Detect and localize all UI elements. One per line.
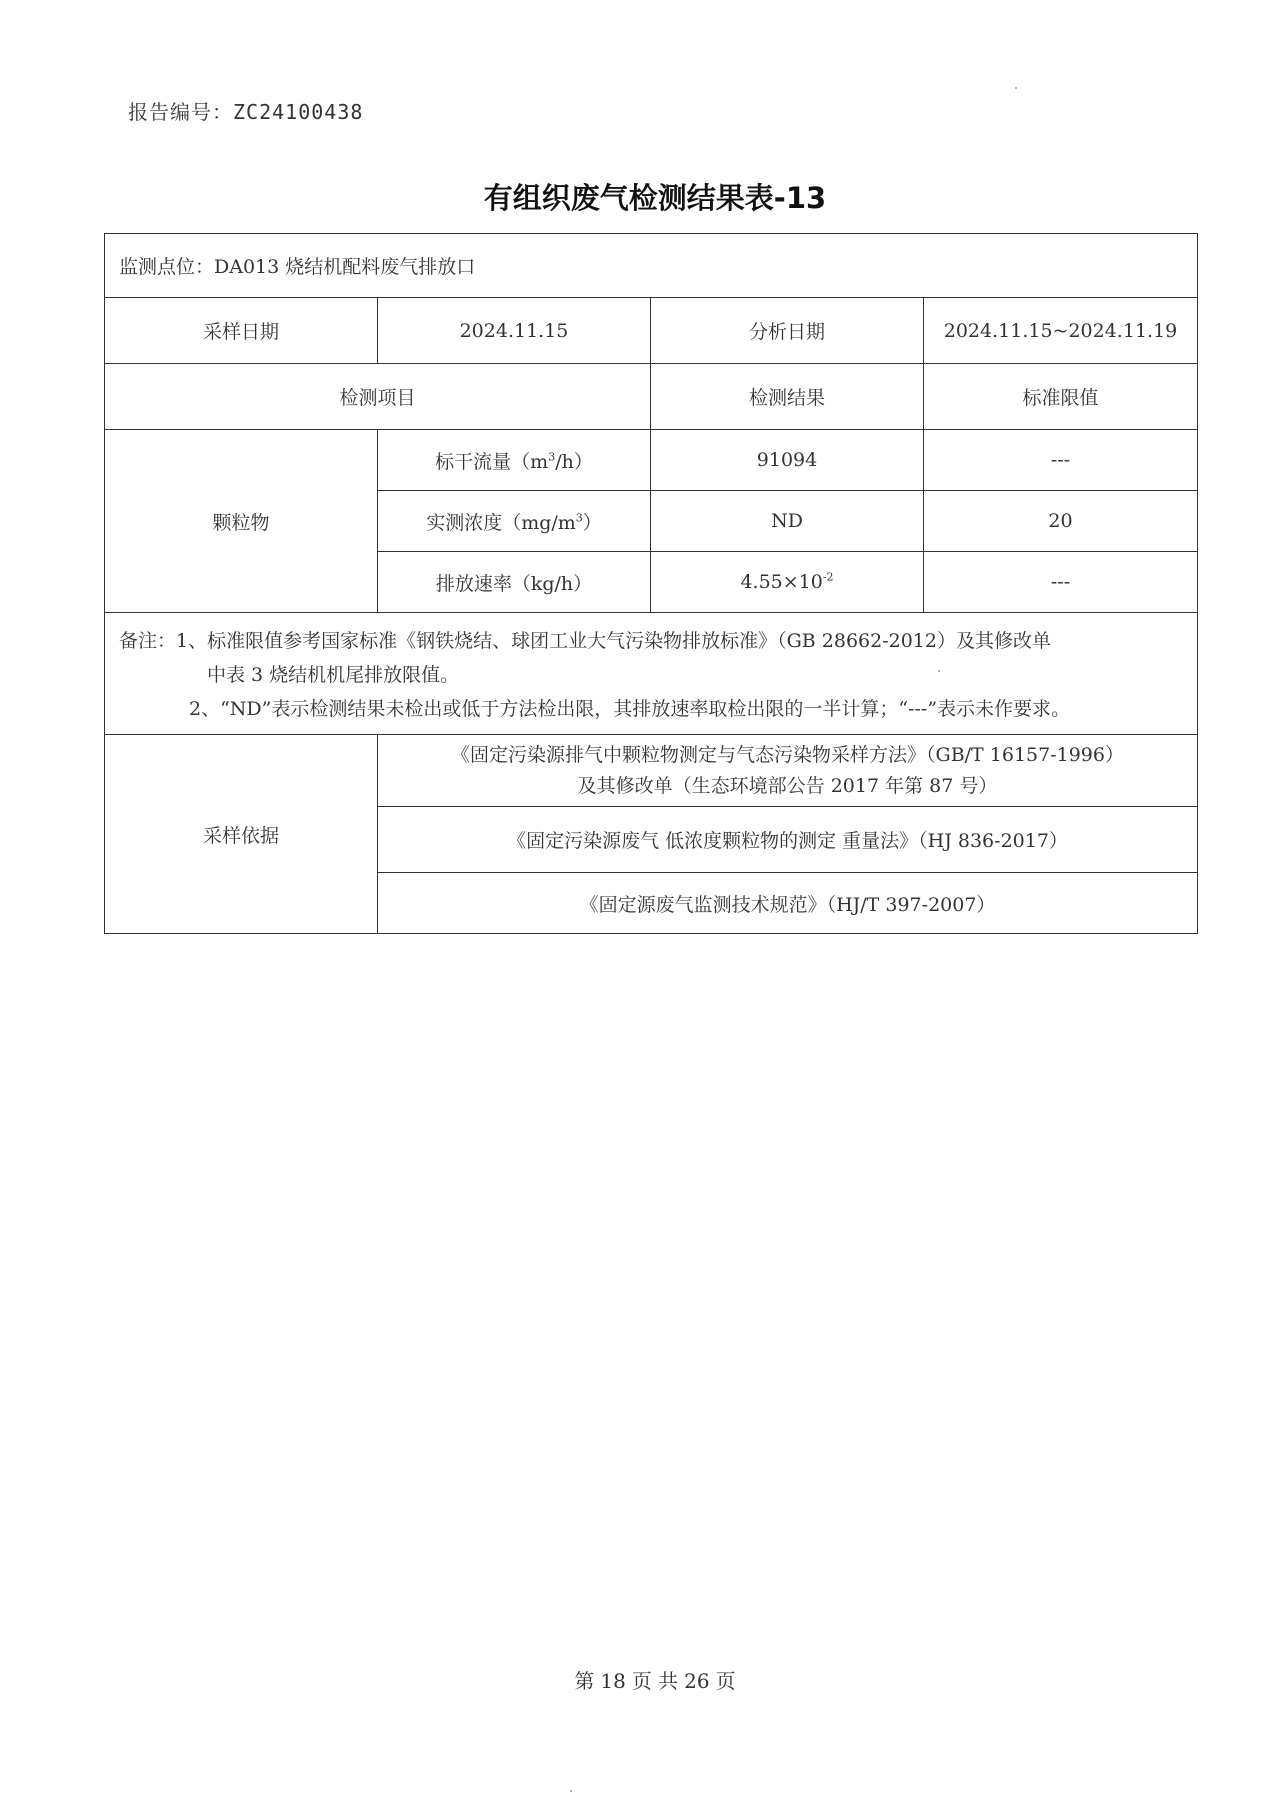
notes-row — [105, 613, 1198, 735]
monitoring-point: 监测点位：DA013 烧结机配料废气排放口 — [105, 234, 1198, 298]
col-item-header: 检测项目 — [105, 364, 651, 430]
page-footer: 第 18 页 共 26 页 — [574, 1669, 736, 1693]
result-cell: 91094 — [651, 430, 924, 491]
sampling-date-label: 采样日期 — [105, 298, 378, 364]
note-line: 中表 3 烧结机机尾排放限值。 — [207, 663, 460, 686]
limit-cell: --- — [924, 430, 1198, 491]
report-number: 报告编号：ZC24100438 — [128, 100, 364, 124]
scan-speck — [1015, 87, 1017, 89]
col-limit-header: 标准限值 — [924, 364, 1198, 430]
results-table — [104, 233, 1198, 934]
date-row — [105, 298, 1198, 364]
sampling-basis-row — [105, 735, 1198, 807]
scan-speck — [938, 670, 940, 672]
sampling-basis-item: 《固定源废气监测技术规范》（HJ/T 397-2007） — [378, 873, 1198, 934]
category-particulate: 颗粒物 — [105, 430, 378, 613]
note-line: 备注：1、标准限值参考国家标准《钢铁烧结、球团工业大气污染物排放标准》（GB 28662-2012）及其修改单 — [119, 629, 1051, 652]
result-cell: ND — [651, 491, 924, 552]
scan-speck — [570, 1790, 572, 1792]
param-cell: 标干流量$(m^3/h)$ — [378, 430, 651, 491]
sampling-date-value: 2024.11.15 — [378, 298, 651, 364]
col-result-header: 检测结果 — [651, 364, 924, 430]
page-title: 有组织废气检测结果表-13 — [483, 181, 827, 215]
limit-cell: --- — [924, 552, 1198, 613]
analysis-date-label: 分析日期 — [651, 298, 924, 364]
sampling-basis-item: 《固定污染源废气 低浓度颗粒物的测定 重量法》（HJ 836-2017） — [378, 807, 1198, 873]
param-cell: 实测浓度$(mg/m^3)$ — [378, 491, 651, 552]
sampling-basis-label: 采样依据 — [105, 735, 378, 934]
limit-cell: 20 — [924, 491, 1198, 552]
column-header-row — [105, 364, 1198, 430]
param-cell: 排放速率（kg/h） — [378, 552, 651, 613]
sampling-basis-item: 《固定污染源排气中颗粒物测定与气态污染物采样方法》（GB/T 16157-1996） 及其修改单（生态环境部公告 2017 年第 87 号） — [378, 735, 1198, 807]
note-line: 2、“ND”表示检测结果未检出或低于方法检出限，其排放速率取检出限的一半计算；“---”表示未作要求。 — [189, 697, 1071, 720]
monitoring-point-row — [105, 234, 1198, 298]
table-row — [105, 430, 1198, 491]
result-cell: $4.55\times 10^{-2}$ — [651, 552, 924, 613]
notes — [105, 613, 1198, 735]
analysis-date-value: 2024.11.15~2024.11.19 — [924, 298, 1198, 364]
